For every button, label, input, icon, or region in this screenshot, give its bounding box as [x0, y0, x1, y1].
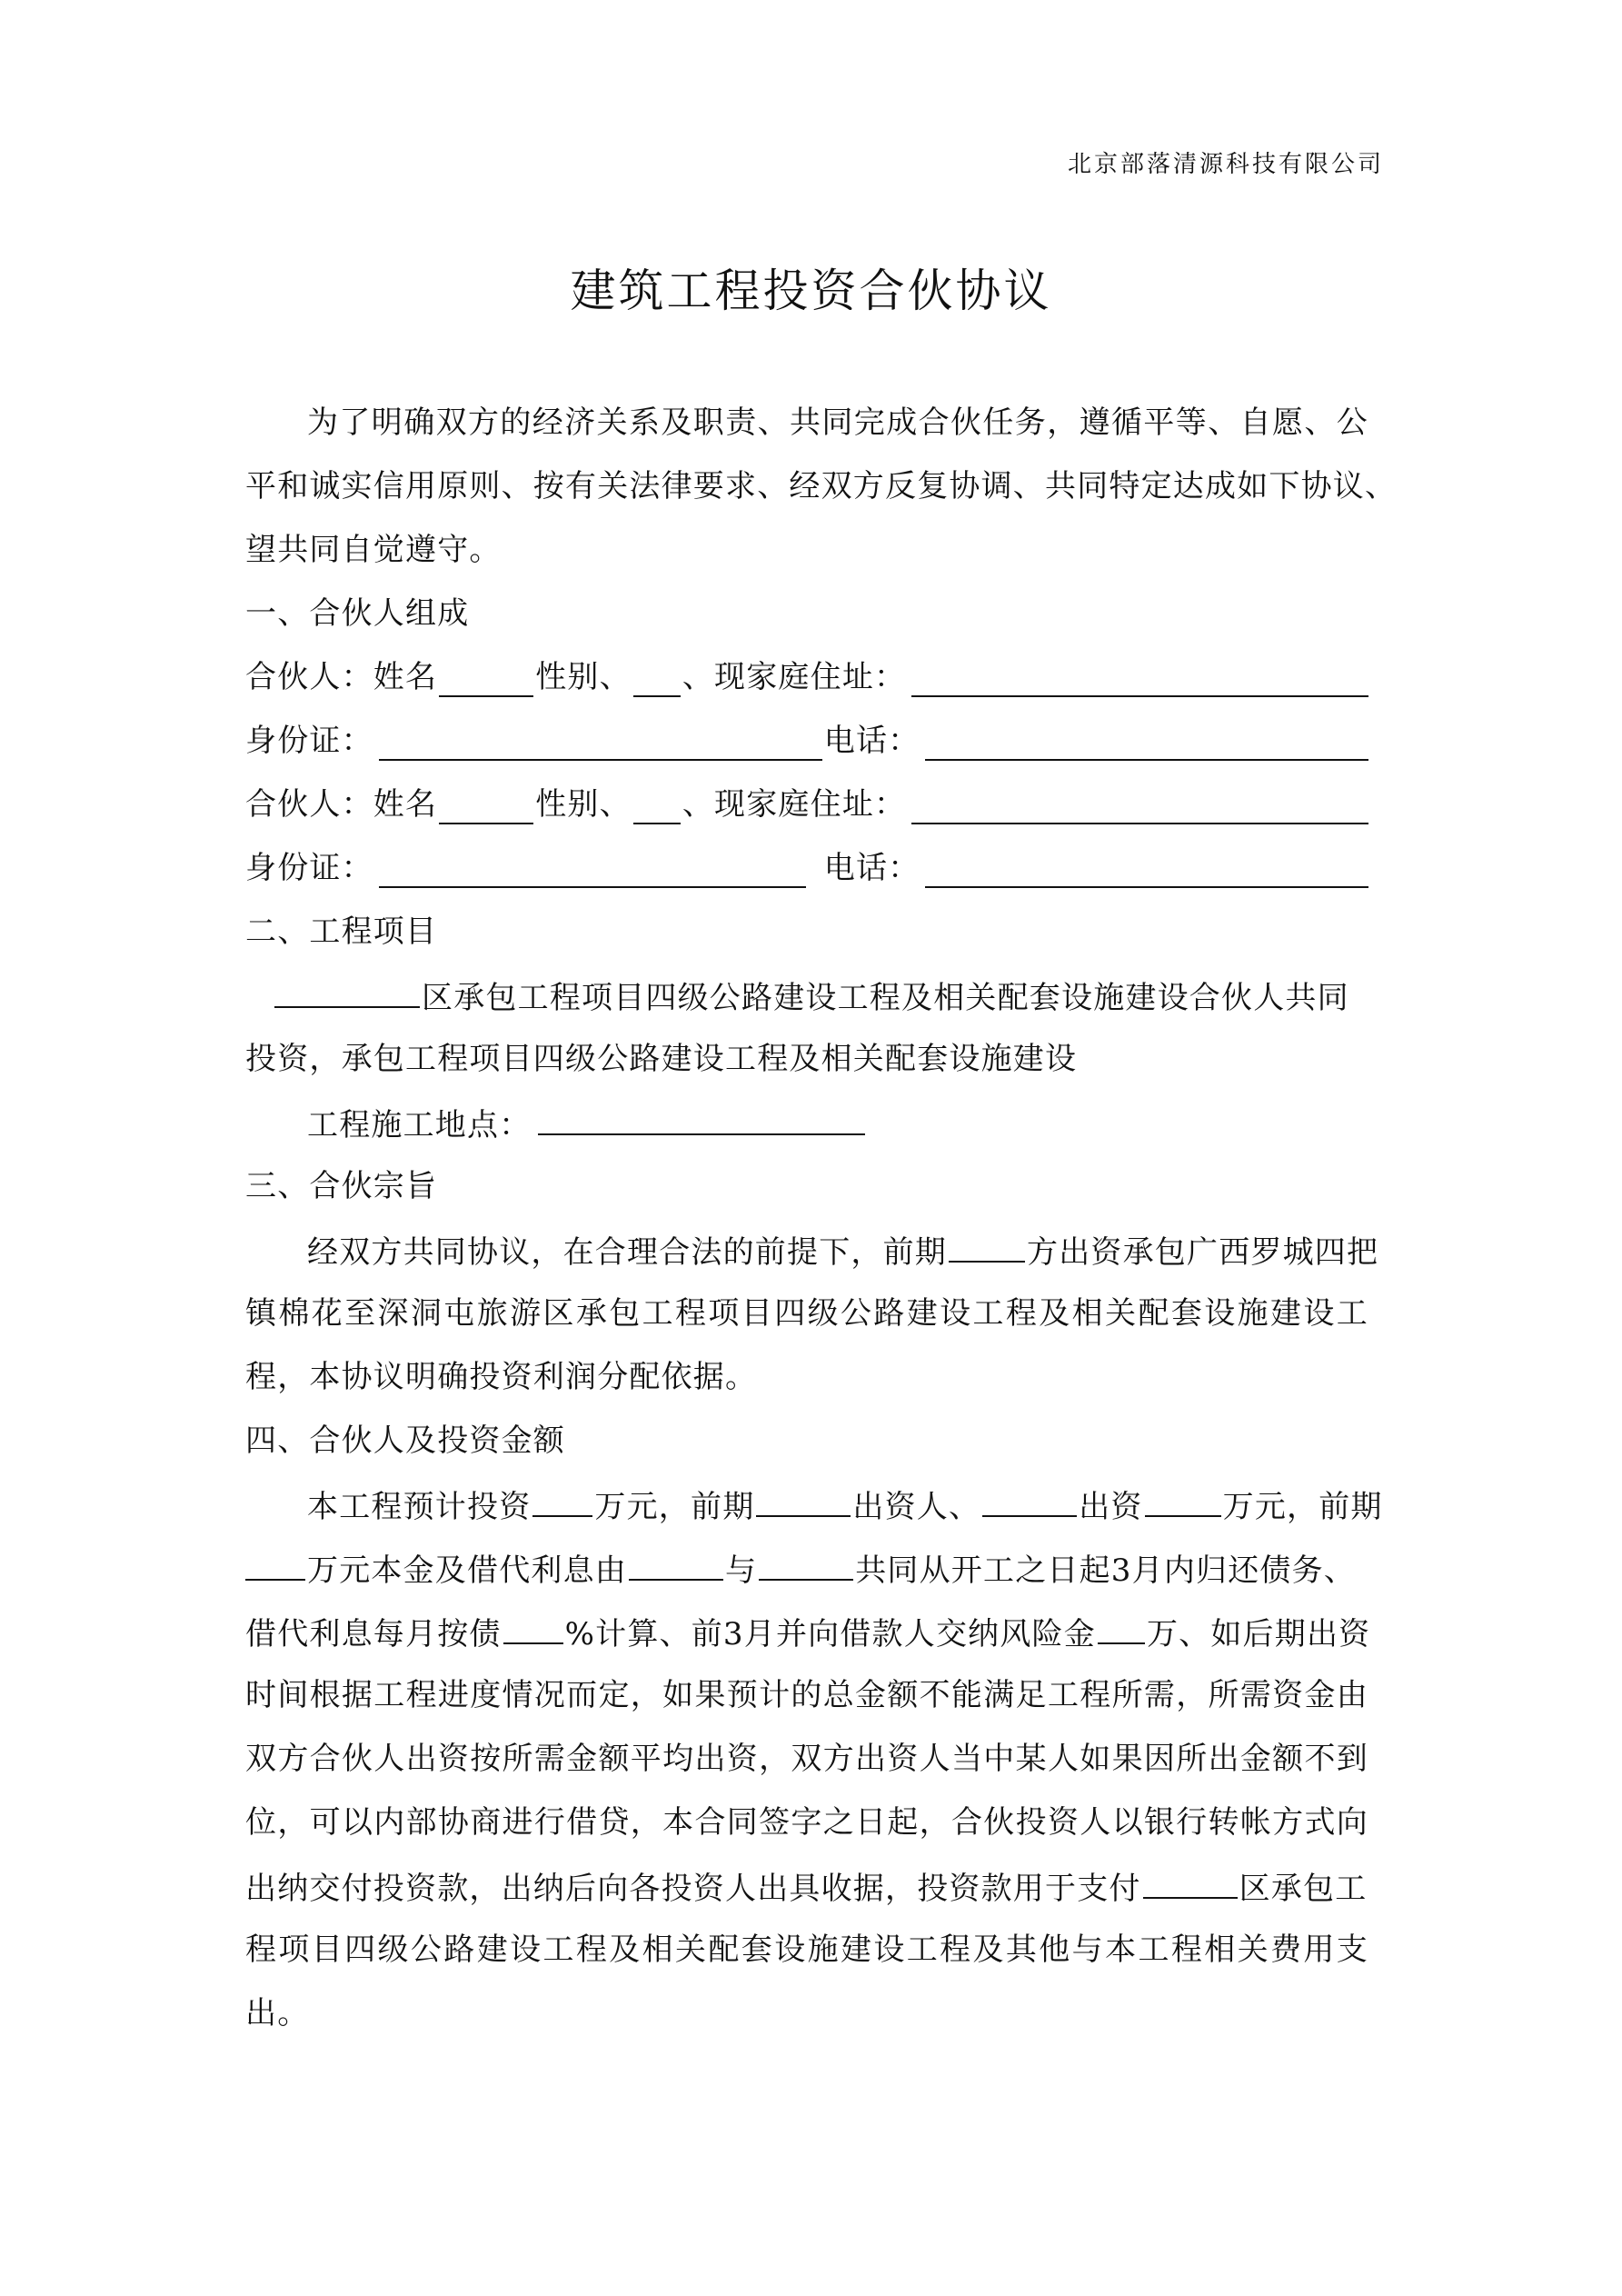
section-3-text-1b: 方出资承包广西罗城四把	[1027, 1234, 1379, 1271]
partner-1-address-field[interactable]	[911, 664, 1368, 697]
company-name: 北京部落清源科技有限公司	[1067, 151, 1384, 178]
section-4-heading: 四、合伙人及投资金额	[245, 1423, 565, 1459]
investment-amount-field[interactable]	[1145, 1484, 1221, 1517]
intro-line-2: 平和诚实信用原则、按有关法律要求、经双方反复协调、共同特定达成如下协议、	[245, 468, 1398, 504]
section-2-line-2: 投资，承包工程项目四级公路建设工程及相关配套设施建设	[245, 1041, 1078, 1077]
text: 万元，前期	[594, 1489, 755, 1525]
section-4-line-8: 程项目四级公路建设工程及相关配套设施建设工程及其他与本工程相关费用支	[245, 1932, 1368, 1968]
site-label: 工程施工地点：	[307, 1107, 532, 1143]
text: 出资	[1079, 1489, 1143, 1525]
partner-gender-label: 性别、	[535, 659, 632, 695]
text: 万元，前期	[1222, 1489, 1383, 1525]
section-4-line-9: 出。	[245, 1995, 310, 2031]
total-investment-field[interactable]	[532, 1484, 592, 1517]
section-4-line-3	[245, 1612, 1371, 1654]
text: 本工程预计投资	[307, 1489, 532, 1525]
text: 与	[725, 1552, 758, 1589]
risk-deposit-field[interactable]	[1098, 1612, 1145, 1644]
partner-1-name-field[interactable]	[439, 664, 533, 697]
investor-1-field[interactable]	[756, 1484, 851, 1517]
investor-party-field[interactable]	[949, 1230, 1025, 1263]
section-3-text-1a: 经双方共同协议，在合理合法的前提下，前期	[307, 1234, 947, 1271]
text: 出纳交付投资款，出纳后向各投资人出具收据，投资款用于支付	[245, 1871, 1141, 1907]
section-2-heading: 二、工程项目	[245, 913, 438, 950]
section-2-line-1	[245, 975, 1368, 1018]
investor-2-field[interactable]	[982, 1484, 1077, 1517]
section-3-heading: 三、合伙宗旨	[245, 1168, 438, 1204]
intro-line-3: 望共同自觉遵守。	[245, 532, 502, 568]
repayer-2-field[interactable]	[759, 1548, 853, 1581]
partner-2-gender-field[interactable]	[633, 792, 681, 824]
text: 区承包工	[1239, 1871, 1368, 1907]
partner-2-id-row	[245, 848, 1368, 888]
separator: 、	[682, 659, 715, 695]
text: 万元本金及借代利息由	[307, 1552, 627, 1589]
site-field[interactable]	[538, 1103, 865, 1135]
partner-2-address-field[interactable]	[911, 792, 1368, 824]
section-4-line-4: 时间根据工程进度情况而定，如果预计的总金额不能满足工程所需，所需资金由	[245, 1677, 1368, 1713]
partner-1-phone-field[interactable]	[925, 728, 1368, 761]
partner-address-label: 现家庭住址：	[714, 659, 907, 695]
intro-line-1: 为了明确双方的经济关系及职责、共同完成合伙任务，遵循平等、自愿、公	[307, 404, 1368, 441]
partner-2-phone-field[interactable]	[925, 855, 1368, 888]
section-2-text-1: 区承包工程项目四级公路建设工程及相关配套设施建设合伙人共同	[422, 980, 1349, 1016]
partner-phone-label: 电话：	[823, 723, 920, 759]
document-title: 建筑工程投资合伙协议	[570, 265, 1052, 317]
section-4-line-6: 位，可以内部协商进行借贷，本合同签字之日起，合伙投资人以银行转帐方式向	[245, 1804, 1368, 1841]
principal-amount-field[interactable]	[245, 1548, 305, 1581]
partner-1-id-row	[245, 721, 1368, 761]
repayer-1-field[interactable]	[629, 1548, 723, 1581]
partner-1-gender-field[interactable]	[633, 664, 681, 697]
partner-2-name-field[interactable]	[439, 792, 533, 824]
text: 万、如后期出资	[1146, 1616, 1371, 1652]
partner-name-label: 合伙人：姓名	[245, 659, 438, 695]
interest-rate-field[interactable]	[503, 1612, 563, 1644]
partner-id-label: 身份证：	[245, 723, 373, 759]
payment-district-field[interactable]	[1143, 1866, 1238, 1899]
section-4-line-2	[245, 1548, 1368, 1591]
section-4-line-5: 双方合伙人出资按所需金额平均出资，双方出资人当中某人如果因所出金额不到	[245, 1741, 1368, 1777]
partner-1-row	[245, 657, 1368, 697]
partner-2-row	[245, 784, 1368, 824]
partner-2-id-field[interactable]	[379, 855, 806, 888]
text: 出资人、	[852, 1489, 981, 1525]
partner-phone-label: 电话：	[823, 850, 920, 886]
section-4-line-7	[245, 1866, 1368, 1909]
site-row	[245, 1103, 1368, 1145]
separator: 、	[682, 786, 715, 823]
partner-address-label: 现家庭住址：	[714, 786, 907, 823]
partner-gender-label: 性别、	[535, 786, 632, 823]
text: 共同从开工之日起3月内归还债务、	[855, 1552, 1357, 1589]
partner-1-id-field[interactable]	[379, 728, 822, 761]
partner-id-label: 身份证：	[245, 850, 373, 886]
section-3-line-1	[245, 1230, 1379, 1273]
district-field[interactable]	[274, 975, 420, 1008]
text: %计算、前3月并向借款人交纳风险金	[564, 1616, 1096, 1652]
section-3-line-3: 程，本协议明确投资利润分配依据。	[245, 1359, 758, 1395]
section-4-line-1	[245, 1484, 1383, 1527]
section-1-heading: 一、合伙人组成	[245, 595, 470, 632]
text: 借代利息每月按债	[245, 1616, 502, 1652]
partner-name-label: 合伙人：姓名	[245, 786, 438, 823]
section-3-line-2: 镇棉花至深洞屯旅游区承包工程项目四级公路建设工程及相关配套设施建设工	[245, 1295, 1368, 1332]
